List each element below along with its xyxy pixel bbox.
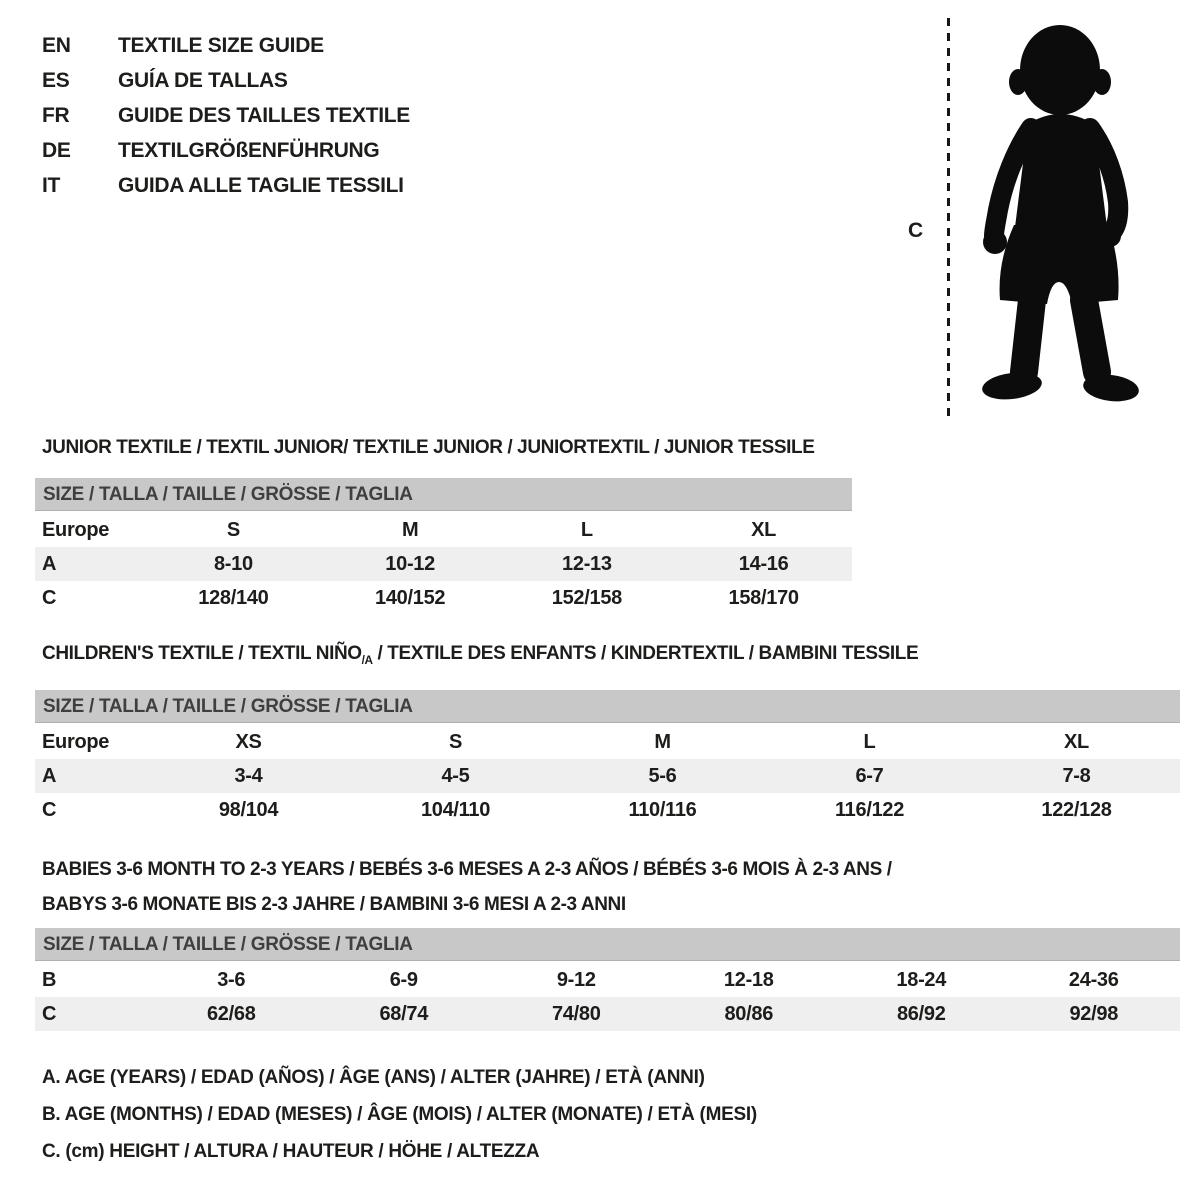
value-cell: 3-4 bbox=[234, 765, 263, 787]
legend-line-b: B. AGE (MONTHS) / EDAD (MESES) / ÂGE (MOIS) / ALTER (MONATE) / ETÀ (MESI) bbox=[42, 1104, 757, 1125]
language-row bbox=[42, 168, 410, 203]
language-code: EN bbox=[42, 34, 71, 57]
value-cell: 9-12 bbox=[556, 969, 596, 991]
value-cell: 158/170 bbox=[728, 587, 799, 609]
language-row bbox=[42, 133, 410, 168]
value-cell: 68/74 bbox=[379, 1003, 429, 1025]
size-cell: L bbox=[863, 731, 876, 753]
row-label: C bbox=[42, 587, 57, 609]
value-cell: 24-36 bbox=[1068, 969, 1119, 991]
heading-line-1: BABIES 3-6 MONTH TO 2-3 YEARS / BEBÉS 3-6 MESES A 2-3 AÑOS / BÉBÉS 3-6 MOIS À 2-3 ANS / bbox=[42, 859, 892, 880]
junior-row-height-cm bbox=[35, 581, 852, 615]
value-cell: 74/80 bbox=[551, 1003, 601, 1025]
childrens-row-height-cm bbox=[35, 793, 1180, 827]
value-cell: 92/98 bbox=[1069, 1003, 1119, 1025]
heading-subscript: /A bbox=[361, 653, 373, 667]
heading-line-2: BABYS 3-6 MONATE BIS 2-3 JAHRE / BAMBINI 3-6 MESI A 2-3 ANNI bbox=[42, 894, 626, 915]
value-cell: 104/110 bbox=[420, 799, 491, 821]
heading-text: / TEXTILE DES ENFANTS / KINDERTEXTIL / BAMBINI TESSILE bbox=[372, 643, 919, 664]
height-measure-label: C bbox=[908, 219, 924, 242]
language-label: TEXTILE SIZE GUIDE bbox=[118, 34, 324, 57]
childrens-heading bbox=[42, 643, 918, 672]
language-label: TEXTILGRÖßENFÜHRUNG bbox=[118, 139, 380, 162]
size-cell: XS bbox=[235, 731, 262, 753]
measurement-legend bbox=[42, 1066, 757, 1177]
language-row bbox=[42, 28, 410, 63]
childrens-row-age-years bbox=[35, 759, 1180, 793]
language-list bbox=[42, 28, 410, 203]
childrens-size-header-bar: SIZE / TALLA / TAILLE / GRÖSSE / TAGLIA bbox=[35, 690, 1180, 723]
babies-row-age-months bbox=[35, 963, 1180, 997]
value-cell: 12-18 bbox=[723, 969, 774, 991]
value-cell: 80/86 bbox=[724, 1003, 774, 1025]
size-cell: XL bbox=[1064, 731, 1089, 753]
junior-row-age-years bbox=[35, 547, 852, 581]
childrens-textile-section bbox=[35, 643, 1180, 829]
language-label: GUIDA ALLE TAGLIE TESSILI bbox=[118, 174, 404, 197]
babies-textile-section bbox=[35, 852, 1180, 1032]
value-cell: 140/152 bbox=[375, 587, 446, 609]
row-label: Europe bbox=[42, 731, 110, 753]
language-code: FR bbox=[42, 104, 70, 127]
language-row bbox=[42, 98, 410, 133]
language-code: DE bbox=[42, 139, 71, 162]
value-cell: 110/116 bbox=[628, 799, 697, 821]
value-cell: 8-10 bbox=[213, 553, 253, 575]
row-label: C bbox=[42, 799, 57, 821]
babies-row-height-cm bbox=[35, 997, 1180, 1031]
babies-heading bbox=[42, 852, 892, 922]
value-cell: 10-12 bbox=[385, 553, 435, 575]
heading-text: CHILDREN'S TEXTILE / TEXTIL NIÑO bbox=[42, 643, 362, 664]
row-label: B bbox=[42, 969, 57, 991]
junior-header-row bbox=[35, 513, 852, 547]
value-cell: 152/158 bbox=[551, 587, 622, 609]
value-cell: 18-24 bbox=[896, 969, 947, 991]
value-cell: 12-13 bbox=[562, 553, 612, 575]
value-cell: 6-7 bbox=[855, 765, 884, 787]
language-code: IT bbox=[42, 174, 61, 197]
value-cell: 6-9 bbox=[389, 969, 418, 991]
value-cell: 7-8 bbox=[1062, 765, 1091, 787]
toddler-silhouette-icon bbox=[968, 20, 1143, 420]
childrens-header-row bbox=[35, 725, 1180, 759]
row-label: A bbox=[42, 553, 57, 575]
junior-heading: JUNIOR TEXTILE / TEXTIL JUNIOR/ TEXTILE JUNIOR / JUNIORTEXTIL / JUNIOR TESSILE bbox=[42, 437, 815, 458]
size-cell: L bbox=[580, 519, 593, 541]
size-cell: M bbox=[401, 519, 419, 541]
junior-size-header-bar: SIZE / TALLA / TAILLE / GRÖSSE / TAGLIA bbox=[35, 478, 852, 511]
row-label: A bbox=[42, 765, 57, 787]
value-cell: 62/68 bbox=[206, 1003, 256, 1025]
language-row bbox=[42, 63, 410, 98]
language-label: GUIDE DES TAILLES TEXTILE bbox=[118, 104, 410, 127]
row-label: Europe bbox=[42, 519, 110, 541]
babies-size-header-bar: SIZE / TALLA / TAILLE / GRÖSSE / TAGLIA bbox=[35, 928, 1180, 961]
legend-line-a: A. AGE (YEARS) / EDAD (AÑOS) / ÂGE (ANS) / ALTER (JAHRE) / ETÀ (ANNI) bbox=[42, 1067, 705, 1088]
size-cell: M bbox=[654, 731, 671, 753]
language-label: GUÍA DE TALLAS bbox=[118, 69, 288, 92]
junior-textile-section bbox=[35, 437, 852, 617]
row-label: C bbox=[42, 1003, 57, 1025]
value-cell: 116/122 bbox=[834, 799, 905, 821]
value-cell: 4-5 bbox=[441, 765, 470, 787]
value-cell: 14-16 bbox=[738, 553, 789, 575]
value-cell: 122/128 bbox=[1041, 799, 1112, 821]
value-cell: 98/104 bbox=[218, 799, 279, 821]
language-code: ES bbox=[42, 69, 70, 92]
height-dashed-line-icon bbox=[947, 18, 950, 416]
legend-line-c: C. (cm) HEIGHT / ALTURA / HAUTEUR / HÖHE / ALTEZZA bbox=[42, 1141, 540, 1162]
value-cell: 3-6 bbox=[217, 969, 246, 991]
size-cell: S bbox=[226, 519, 240, 541]
value-cell: 5-6 bbox=[648, 765, 677, 787]
value-cell: 128/140 bbox=[198, 587, 269, 609]
size-cell: S bbox=[448, 731, 463, 753]
size-cell: XL bbox=[751, 519, 777, 541]
value-cell: 86/92 bbox=[896, 1003, 946, 1025]
